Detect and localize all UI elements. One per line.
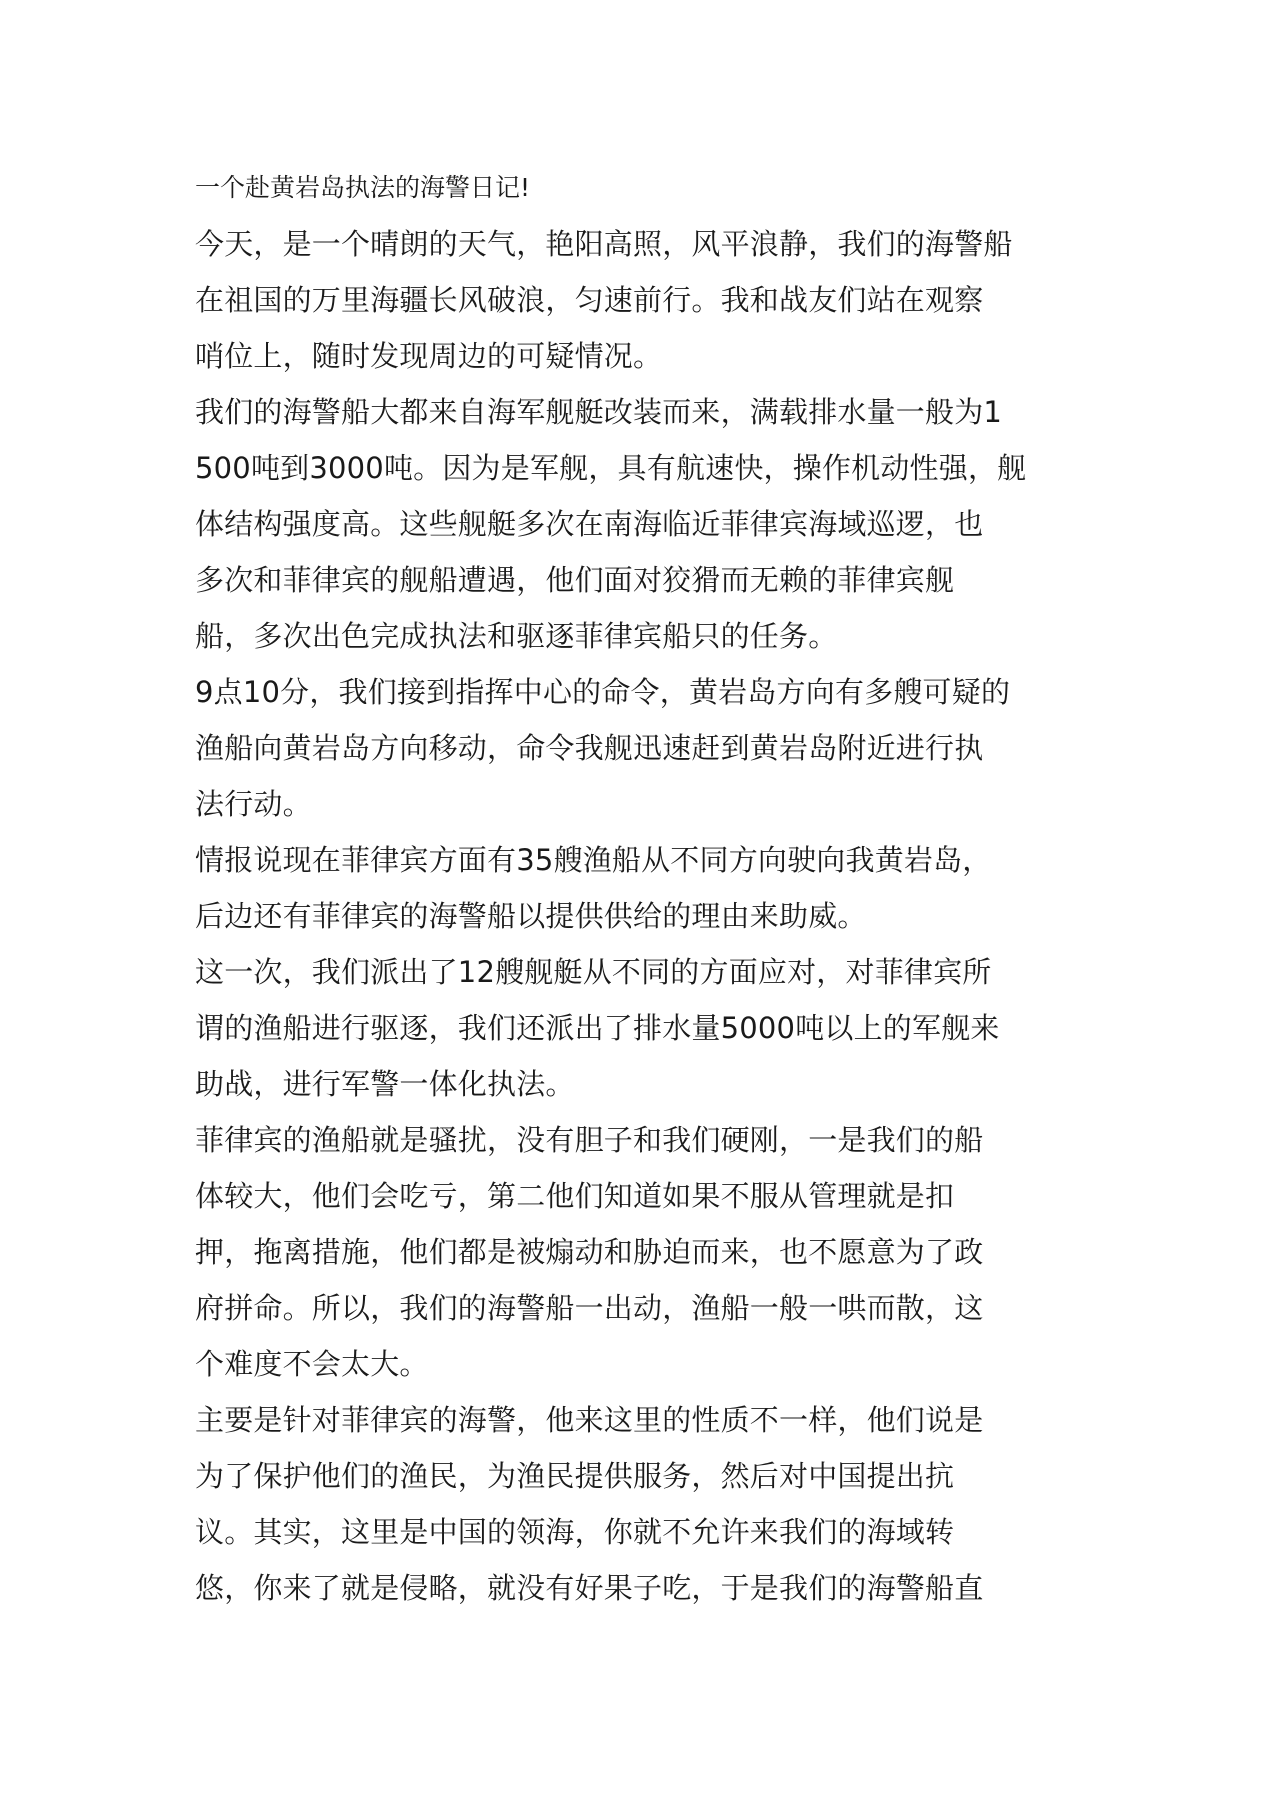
text-line: 议。其实，这里是中国的领海，你就不允许来我们的海域转 (195, 1515, 955, 1549)
text-line: 法行动。 (195, 787, 312, 821)
text-line: 这一次，我们派出了12艘舰艇从不同的方面应对，对菲律宾所 (195, 955, 992, 989)
text-line: 后边还有菲律宾的海警船以提供供给的理由来助威。 (195, 899, 867, 933)
document-title: 一个赴黄岩岛执法的海警日记! (195, 173, 531, 202)
text-line: 悠，你来了就是侵略，就没有好果子吃，于是我们的海警船直 (195, 1571, 984, 1605)
text-line: 渔船向黄岩岛方向移动，命令我舰迅速赶到黄岩岛附近进行执 (195, 731, 984, 765)
text-line: 在祖国的万里海疆长风破浪，匀速前行。我和战友们站在观察 (195, 283, 984, 317)
text-line: 船，多次出色完成执法和驱逐菲律宾船只的任务。 (195, 619, 838, 653)
text-line: 情报说现在菲律宾方面有35艘渔船从不同方向驶向我黄岩岛， (195, 843, 992, 877)
text-line: 今天，是一个晴朗的天气，艳阳高照，风平浪静，我们的海警船 (195, 227, 1013, 261)
text-line: 谓的渔船进行驱逐，我们还派出了排水量5000吨以上的军舰来 (195, 1011, 1000, 1045)
text-line: 体较大，他们会吃亏，第二他们知道如果不服从管理就是扣 (195, 1179, 955, 1213)
text-line: 押，拖离措施，他们都是被煽动和胁迫而来，也不愿意为了政 (195, 1235, 984, 1269)
text-line: 500吨到3000吨。因为是军舰，具有航速快，操作机动性强，舰 (195, 451, 1027, 485)
text-line: 哨位上，随时发现周边的可疑情况。 (195, 339, 663, 373)
text-line: 9点10分，我们接到指挥中心的命令，黄岩岛方向有多艘可疑的 (195, 675, 1011, 709)
text-line: 多次和菲律宾的舰船遭遇，他们面对狡猾而无赖的菲律宾舰 (195, 563, 955, 597)
text-line: 助战，进行军警一体化执法。 (195, 1067, 575, 1101)
text-line: 为了保护他们的渔民，为渔民提供服务，然后对中国提出抗 (195, 1459, 955, 1493)
document-body (195, 160, 1095, 1616)
text-line: 体结构强度高。这些舰艇多次在南海临近菲律宾海域巡逻，也 (195, 507, 984, 541)
text-line: 个难度不会太大。 (195, 1347, 429, 1381)
text-line: 菲律宾的渔船就是骚扰，没有胆子和我们硬刚，一是我们的船 (195, 1123, 984, 1157)
text-line: 主要是针对菲律宾的海警，他来这里的性质不一样，他们说是 (195, 1403, 984, 1437)
text-line: 府拼命。所以，我们的海警船一出动，渔船一般一哄而散，这 (195, 1291, 984, 1325)
text-line: 我们的海警船大都来自海军舰艇改装而来，满载排水量一般为1 (195, 395, 1003, 429)
